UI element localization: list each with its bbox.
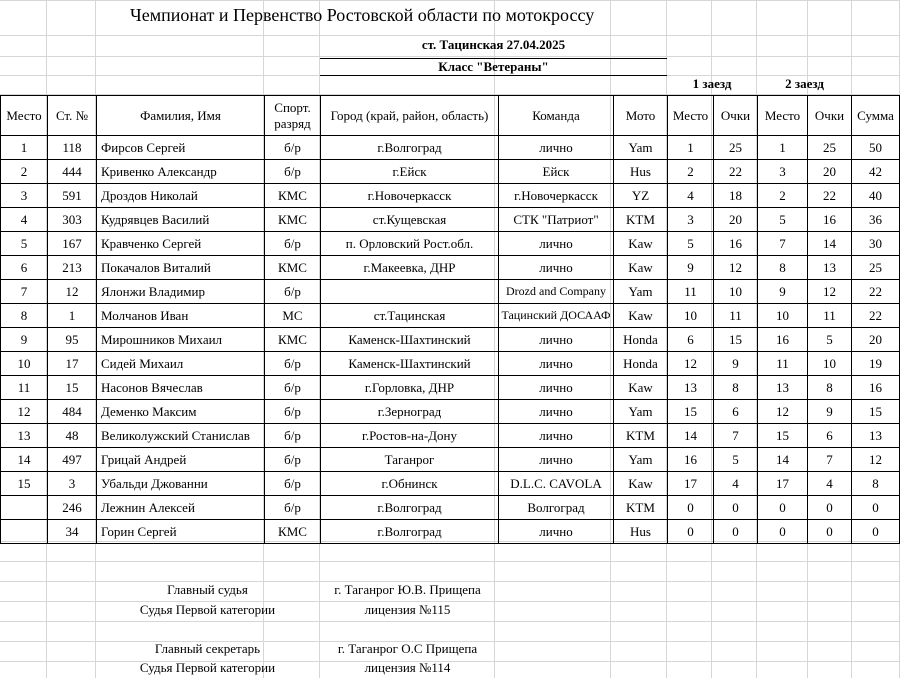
table-row [1,520,900,544]
cell-total: 13 [852,424,900,448]
cell-name: Кудрявцев Василий [97,208,265,232]
run1-header: 1 заезд [692,76,732,91]
cell-sport-rank: б/р [265,448,321,472]
secretary-license: лицензия №114 [364,660,451,675]
col-team: Команда [499,96,614,136]
cell-place: 6 [1,256,48,280]
cell-run2-points: 8 [808,376,852,400]
col-run2-place: Место [758,96,808,136]
cell-start-number: 303 [48,208,97,232]
cell-moto: Kaw [614,472,668,496]
cell-team: лично [499,376,614,400]
page-title: Чемпионат и Первенство Ростовской области по мотокроссу [130,5,595,25]
cell-city: г.Новочеркасск [321,184,499,208]
col-run1-points: Очки [714,96,758,136]
cell-run2-points: 0 [808,496,852,520]
cell-place: 1 [1,136,48,160]
cell-moto: Honda [614,352,668,376]
cell-run1-points: 6 [714,400,758,424]
cell-place: 5 [1,232,48,256]
cell-team: Drozd and Company [499,280,614,304]
cell-team: лично [499,232,614,256]
date-place: ст. Тацинская 27.04.2025 [421,37,566,52]
cell-name: Горин Сергей [97,520,265,544]
cell-moto: KTM [614,496,668,520]
cell-run2-points: 7 [808,448,852,472]
cell-place: 11 [1,376,48,400]
table-row [1,280,900,304]
col-run2-points: Очки [808,96,852,136]
cell-start-number: 213 [48,256,97,280]
cell-run1-place: 15 [668,400,714,424]
table-row [1,496,900,520]
cell-run2-place: 0 [758,520,808,544]
cell-run2-place: 14 [758,448,808,472]
cell-run1-points: 25 [714,136,758,160]
cell-run1-points: 12 [714,256,758,280]
cell-city: Таганрог [321,448,499,472]
cell-run2-points: 13 [808,256,852,280]
cell-run2-place: 13 [758,376,808,400]
cell-name: Великолужский Станислав [97,424,265,448]
cell-moto: KTM [614,424,668,448]
cell-run2-points: 25 [808,136,852,160]
cell-run1-points: 4 [714,472,758,496]
cell-total: 12 [852,448,900,472]
cell-run2-place: 11 [758,352,808,376]
cell-city: ст.Тацинская [321,304,499,328]
table-row [1,256,900,280]
cell-start-number: 444 [48,160,97,184]
cell-start-number: 591 [48,184,97,208]
cell-place [1,496,48,520]
cell-team: СТК "Патриот" [499,208,614,232]
cell-run1-points: 11 [714,304,758,328]
cell-sport-rank: КМС [265,208,321,232]
cell-team: лично [499,136,614,160]
cell-run2-points: 11 [808,304,852,328]
col-start-number: Ст. № [48,96,97,136]
chief-secretary-title: Главный секретарь [154,641,261,656]
cell-city: г.Горловка, ДНР [321,376,499,400]
cell-start-number: 3 [48,472,97,496]
cell-start-number: 12 [48,280,97,304]
cell-run1-points: 9 [714,352,758,376]
cell-run2-place: 17 [758,472,808,496]
cell-run2-points: 0 [808,520,852,544]
cell-city: г.Ростов-на-Дону [321,424,499,448]
cell-run1-place: 0 [668,520,714,544]
cell-name: Мирошников Михаил [97,328,265,352]
cell-run1-place: 3 [668,208,714,232]
cell-run1-place: 12 [668,352,714,376]
cell-team: лично [499,352,614,376]
cell-team: лично [499,448,614,472]
cell-total: 42 [852,160,900,184]
cell-moto: Yam [614,400,668,424]
cell-run2-points: 12 [808,280,852,304]
cell-name: Молчанов Иван [97,304,265,328]
judge-license: лицензия №115 [364,602,451,617]
cell-run1-place: 16 [668,448,714,472]
cell-run1-points: 10 [714,280,758,304]
cell-place: 15 [1,472,48,496]
secretary-category: Судья Первой категории [139,660,276,675]
cell-total: 22 [852,280,900,304]
cell-name: Фирсов Сергей [97,136,265,160]
cell-total: 22 [852,304,900,328]
cell-moto: Honda [614,328,668,352]
cell-total: 25 [852,256,900,280]
cell-run2-points: 9 [808,400,852,424]
cell-moto: Hus [614,160,668,184]
cell-moto: Yam [614,136,668,160]
table-row [1,232,900,256]
cell-run1-place: 0 [668,496,714,520]
cell-place [1,520,48,544]
cell-team: лично [499,520,614,544]
cell-run1-place: 10 [668,304,714,328]
cell-sport-rank: КМС [265,184,321,208]
cell-sport-rank: б/р [265,400,321,424]
table-row [1,376,900,400]
col-sport-rank: Спорт. разряд [265,96,321,136]
cell-sport-rank: б/р [265,136,321,160]
col-total: Сумма [852,96,900,136]
cell-run2-place: 12 [758,400,808,424]
table-row [1,352,900,376]
cell-run1-points: 5 [714,448,758,472]
cell-sport-rank: б/р [265,472,321,496]
cell-total: 0 [852,520,900,544]
cell-place: 3 [1,184,48,208]
cell-place: 8 [1,304,48,328]
cell-moto: KTM [614,208,668,232]
cell-total: 40 [852,184,900,208]
cell-run2-points: 14 [808,232,852,256]
cell-run1-place: 13 [668,376,714,400]
cell-place: 13 [1,424,48,448]
table-row [1,184,900,208]
cell-total: 8 [852,472,900,496]
cell-run2-points: 16 [808,208,852,232]
cell-team: лично [499,424,614,448]
cell-total: 16 [852,376,900,400]
cell-run1-points: 22 [714,160,758,184]
cell-sport-rank: б/р [265,496,321,520]
cell-run2-points: 22 [808,184,852,208]
cell-start-number: 246 [48,496,97,520]
cell-run1-place: 17 [668,472,714,496]
col-place: Место [1,96,48,136]
cell-place: 12 [1,400,48,424]
table-row [1,472,900,496]
cell-moto: Kaw [614,256,668,280]
run2-header: 2 заезд [785,76,824,91]
results-table [0,95,900,544]
cell-run1-place: 4 [668,184,714,208]
cell-total: 50 [852,136,900,160]
cell-run1-place: 9 [668,256,714,280]
cell-sport-rank: б/р [265,232,321,256]
cell-name: Кравченко Сергей [97,232,265,256]
cell-run1-points: 16 [714,232,758,256]
cell-start-number: 1 [48,304,97,328]
table-row [1,400,900,424]
cell-city: г.Волгоград [321,136,499,160]
cell-total: 0 [852,496,900,520]
cell-run2-points: 5 [808,328,852,352]
cell-run1-points: 8 [714,376,758,400]
chief-judge-title: Главный судья [167,582,248,597]
header-row [1,96,900,136]
cell-city: г.Волгоград [321,496,499,520]
cell-start-number: 167 [48,232,97,256]
table-row [1,448,900,472]
cell-start-number: 95 [48,328,97,352]
cell-name: Лежнин Алексей [97,496,265,520]
class-label: Класс "Ветераны" [320,58,667,76]
cell-run1-points: 20 [714,208,758,232]
cell-start-number: 48 [48,424,97,448]
cell-run1-place: 1 [668,136,714,160]
cell-sport-rank: б/р [265,280,321,304]
cell-run2-place: 3 [758,160,808,184]
cell-run1-place: 6 [668,328,714,352]
cell-run1-place: 2 [668,160,714,184]
cell-sport-rank: б/р [265,352,321,376]
cell-city: ст.Кущевская [321,208,499,232]
cell-run1-points: 18 [714,184,758,208]
cell-run2-place: 10 [758,304,808,328]
cell-place: 14 [1,448,48,472]
cell-run2-place: 8 [758,256,808,280]
cell-run2-place: 15 [758,424,808,448]
cell-run2-points: 6 [808,424,852,448]
cell-team: г.Новочеркасск [499,184,614,208]
cell-name: Дроздов Николай [97,184,265,208]
cell-total: 19 [852,352,900,376]
cell-run2-place: 2 [758,184,808,208]
cell-name: Насонов Вячеслав [97,376,265,400]
cell-run2-points: 10 [808,352,852,376]
cell-name: Грицай Андрей [97,448,265,472]
cell-run1-place: 11 [668,280,714,304]
cell-start-number: 34 [48,520,97,544]
cell-team: Волгоград [499,496,614,520]
cell-city: г.Макеевка, ДНР [321,256,499,280]
cell-sport-rank: б/р [265,160,321,184]
cell-start-number: 15 [48,376,97,400]
cell-run2-place: 1 [758,136,808,160]
cell-run2-place: 16 [758,328,808,352]
cell-run1-points: 0 [714,520,758,544]
cell-total: 30 [852,232,900,256]
table-row [1,424,900,448]
table-row [1,328,900,352]
col-moto: Мото [614,96,668,136]
cell-start-number: 484 [48,400,97,424]
cell-city: г.Ейск [321,160,499,184]
cell-name: Сидей Михаил [97,352,265,376]
col-name: Фамилия, Имя [97,96,265,136]
cell-run1-place: 14 [668,424,714,448]
cell-total: 20 [852,328,900,352]
cell-start-number: 497 [48,448,97,472]
cell-moto: Yam [614,280,668,304]
cell-run1-points: 0 [714,496,758,520]
cell-place: 7 [1,280,48,304]
results-body [1,136,900,544]
cell-city [321,280,499,304]
cell-city: Каменск-Шахтинский [321,328,499,352]
cell-run1-points: 15 [714,328,758,352]
cell-name: Покачалов Виталий [97,256,265,280]
chief-secretary-name: г. Таганрог О.С Прищепа [337,641,478,656]
cell-name: Убальди Джованни [97,472,265,496]
cell-run1-place: 5 [668,232,714,256]
cell-team: Тацинский ДОСААФ [499,304,614,328]
col-run1-place: Место [668,96,714,136]
cell-run2-place: 0 [758,496,808,520]
cell-run2-place: 7 [758,232,808,256]
cell-name: Ялонжи Владимир [97,280,265,304]
cell-sport-rank: б/р [265,424,321,448]
cell-run2-points: 20 [808,160,852,184]
cell-name: Деменко Максим [97,400,265,424]
cell-run2-place: 5 [758,208,808,232]
cell-moto: YZ [614,184,668,208]
judge-category: Судья Первой категории [139,602,276,617]
table-row [1,160,900,184]
cell-sport-rank: б/р [265,376,321,400]
cell-city: г.Волгоград [321,520,499,544]
cell-city: г.Обнинск [321,472,499,496]
cell-total: 36 [852,208,900,232]
cell-moto: Hus [614,520,668,544]
cell-name: Кривенко Александр [97,160,265,184]
cell-team: лично [499,328,614,352]
cell-moto: Kaw [614,232,668,256]
cell-sport-rank: КМС [265,328,321,352]
cell-sport-rank: МС [265,304,321,328]
cell-sport-rank: КМС [265,520,321,544]
cell-team: Ейск [499,160,614,184]
cell-sport-rank: КМС [265,256,321,280]
cell-place: 9 [1,328,48,352]
cell-total: 15 [852,400,900,424]
cell-city: г.Зерноград [321,400,499,424]
cell-moto: Kaw [614,376,668,400]
cell-run1-points: 7 [714,424,758,448]
cell-run2-points: 4 [808,472,852,496]
cell-start-number: 118 [48,136,97,160]
cell-start-number: 17 [48,352,97,376]
chief-judge-name: г. Таганрог Ю.В. Прищепа [334,582,481,597]
col-city: Город (край, район, область) [321,96,499,136]
cell-city: Каменск-Шахтинский [321,352,499,376]
cell-place: 2 [1,160,48,184]
cell-team: лично [499,400,614,424]
table-row [1,304,900,328]
cell-team: D.L.C. CAVOLA [499,472,614,496]
cell-moto: Kaw [614,304,668,328]
cell-run2-place: 9 [758,280,808,304]
cell-place: 10 [1,352,48,376]
table-row [1,208,900,232]
cell-team: лично [499,256,614,280]
cell-place: 4 [1,208,48,232]
table-row [1,136,900,160]
cell-city: п. Орловский Рост.обл. [321,232,499,256]
cell-moto: Yam [614,448,668,472]
